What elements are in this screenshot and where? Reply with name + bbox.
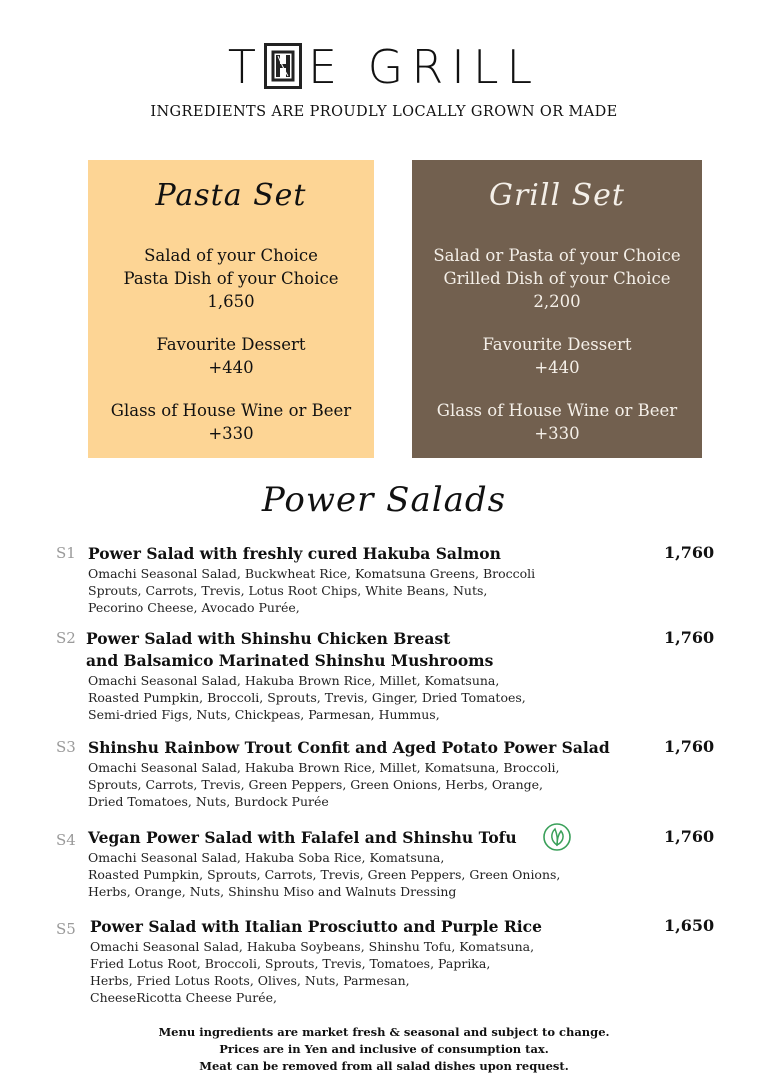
item-price: 1,650 [664, 916, 715, 935]
item-code: S4 [56, 831, 76, 849]
pasta-set-price: 1,650 [207, 292, 255, 311]
item-description: Omachi Seasonal Salad, Buckwheat Rice, Komatsuna Greens, Broccoli Sprouts, Carrots, Trevis, Lotus Root Chips, White Beans, Nuts, Pecorino Cheese, Avocado Purée, [88, 566, 536, 615]
item-price: 1,760 [664, 543, 715, 562]
grill-wine-price: +330 [534, 424, 580, 443]
item-name: Vegan Power Salad with Falafel and Shinshu Tofu [88, 828, 517, 847]
logo-text-right: E GRILL [307, 40, 541, 94]
item-price: 1,760 [664, 827, 715, 846]
item-name: Shinshu Rainbow Trout Confit and Aged Potato Power Salad [88, 738, 610, 757]
item-name: Power Salad with Italian Prosciutto and Purple Rice [90, 917, 542, 936]
item-code: S1 [56, 544, 76, 562]
item-description: Omachi Seasonal Salad, Hakuba Soba Rice, Komatsuna, Roasted Pumpkin, Sprouts, Carrots, Trevis, Green Peppers, Green Onions, Herbs, Orange, Nuts, Shinshu Miso and Walnuts Dressing [88, 850, 561, 899]
item-code: S5 [56, 920, 76, 938]
grill-set-line: Grilled Dish of your Choice [443, 269, 671, 288]
pasta-dessert-price: +440 [208, 358, 254, 377]
item-description: Omachi Seasonal Salad, Hakuba Soybeans, Shinshu Tofu, Komatsuna, Fried Lotus Root, Broccoli, Sprouts, Trevis, Tomatoes, Paprika, Herbs, Fried Lotus Roots, Olives, Nuts, Parmesan, CheeseRicotta Cheese Purée, [90, 939, 535, 1005]
grill-set-line: Salad or Pasta of your Choice [433, 246, 681, 265]
pasta-wine-label: Glass of House Wine or Beer [110, 401, 352, 420]
pasta-set-title: Pasta Set [155, 178, 307, 213]
item-description: Omachi Seasonal Salad, Hakuba Brown Rice, Millet, Komatsuna, Broccoli, Sprouts, Carrots, Trevis, Green Peppers, Green Onions, Herbs, Orange, Dried Tomatoes, Nuts, Burdock Purée [88, 760, 560, 809]
pasta-set-line: Pasta Dish of your Choice [123, 269, 339, 288]
section-title-power-salads: Power Salads [261, 480, 507, 520]
pasta-wine-price: +330 [208, 424, 254, 443]
logo-emblem-icon [264, 43, 302, 89]
item-name: Power Salad with Shinshu Chicken Breast and Balsamico Marinated Shinshu Mushrooms [86, 629, 494, 670]
grill-set-box [412, 160, 702, 458]
footer-note: Prices are in Yen and inclusive of consumption tax. [219, 1042, 549, 1056]
pasta-set-box [88, 160, 374, 458]
grill-dessert-label: Favourite Dessert [482, 335, 632, 354]
pasta-set-line: Salad of your Choice [144, 246, 318, 265]
pasta-dessert-label: Favourite Dessert [156, 335, 306, 354]
restaurant-logo [0, 40, 768, 94]
footer-notes [0, 1024, 768, 1075]
item-name: Power Salad with freshly cured Hakuba Salmon [88, 544, 501, 563]
grill-set-price: 2,200 [533, 292, 581, 311]
footer-note: Menu ingredients are market fresh & seasonal and subject to change. [158, 1025, 610, 1039]
item-code: S3 [56, 738, 76, 756]
grill-wine-label: Glass of House Wine or Beer [436, 401, 678, 420]
footer-note: Meat can be removed from all salad dishes upon request. [199, 1059, 569, 1073]
item-price: 1,760 [664, 628, 715, 647]
item-code: S2 [56, 629, 76, 647]
grill-set-title: Grill Set [489, 178, 625, 213]
tagline: INGREDIENTS ARE PROUDLY LOCALLY GROWN OR MADE [150, 104, 618, 120]
grill-dessert-price: +440 [534, 358, 580, 377]
item-price: 1,760 [664, 737, 715, 756]
logo-text-left: T [227, 40, 264, 94]
item-description: Omachi Seasonal Salad, Hakuba Brown Rice, Millet, Komatsuna, Roasted Pumpkin, Broccoli, Sprouts, Trevis, Ginger, Dried Tomatoes, Semi-dried Figs, Nuts, Chickpeas, Parmesan, Hummus, [88, 673, 526, 722]
